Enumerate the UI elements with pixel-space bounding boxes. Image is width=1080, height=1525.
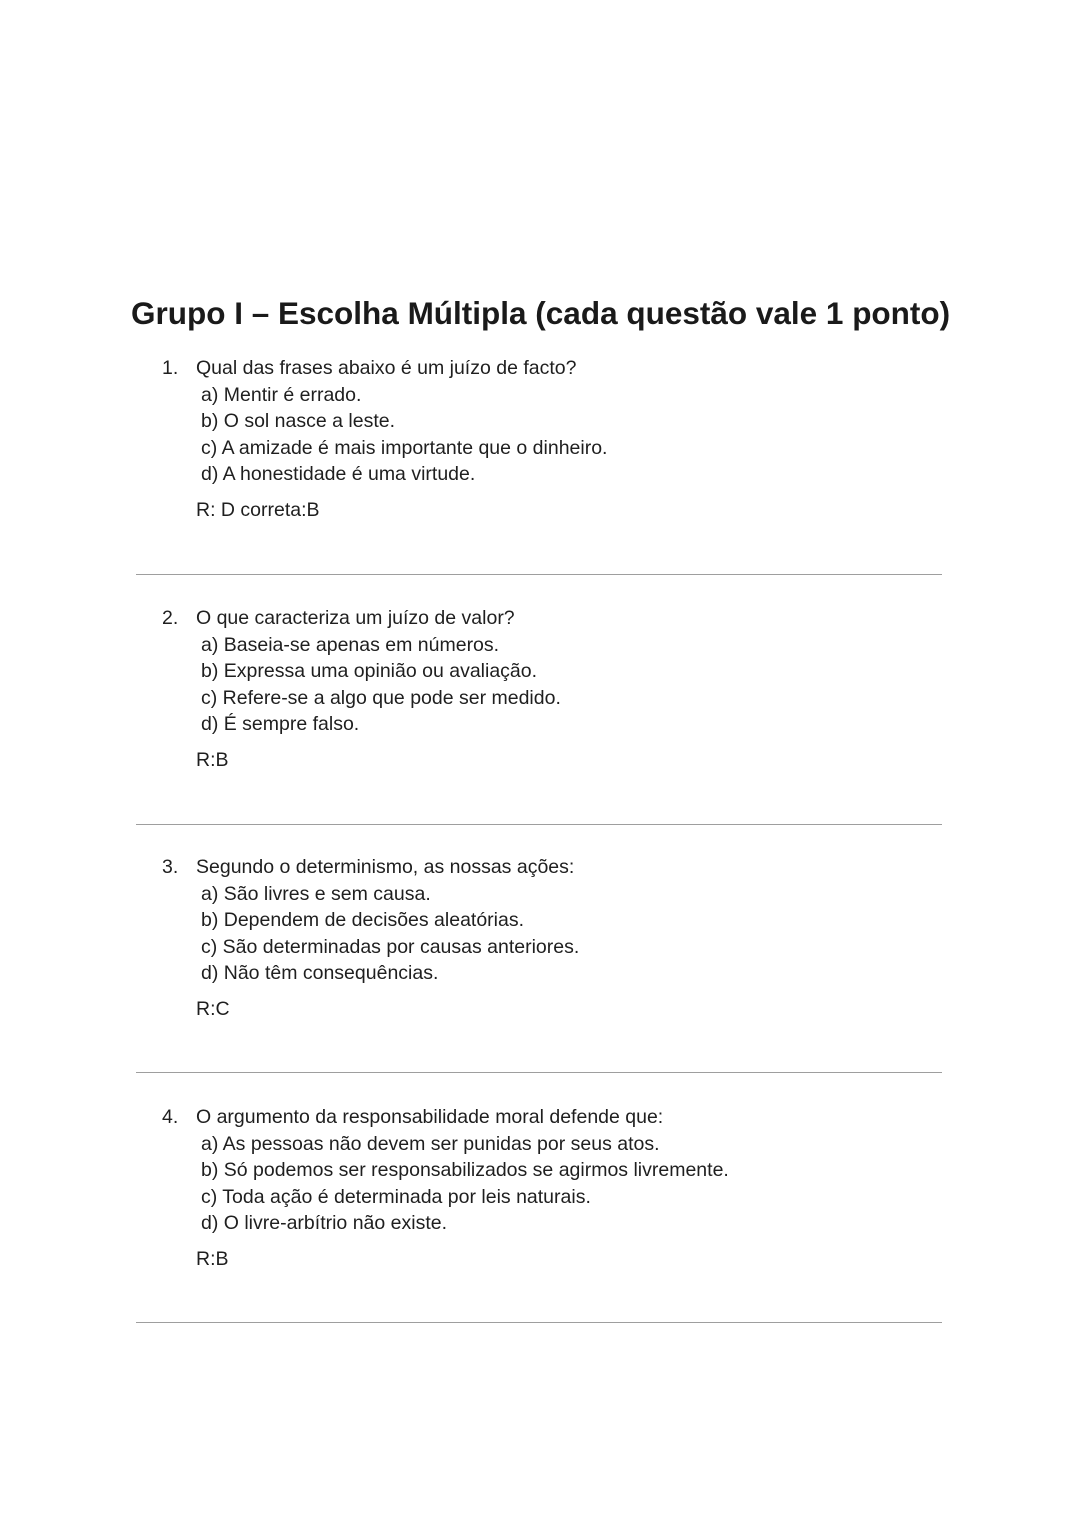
option-c: c) São determinadas por causas anteriores.	[201, 935, 580, 958]
option-b: b) Expressa uma opinião ou avaliação.	[201, 660, 538, 682]
option-c: c) Toda ação é determinada por leis naturais.	[201, 1185, 591, 1208]
option-c: c) A amizade é mais importante que o dinheiro.	[201, 436, 608, 459]
option-c: c) Refere-se a algo que pode ser medido.	[201, 686, 561, 709]
question-1	[0, 355, 1080, 535]
divider	[136, 1322, 942, 1323]
option-d: d) É sempre falso.	[201, 713, 360, 735]
option-b: b) O sol nasce a leste.	[201, 410, 396, 432]
divider	[136, 824, 942, 825]
question-4	[0, 1104, 1080, 1284]
option-d: d) A honestidade é uma virtude.	[201, 463, 476, 485]
question-number: 2.	[162, 607, 179, 629]
option-b: b) Só podemos ser responsabilizados se agirmos livremente.	[201, 1159, 729, 1181]
options-list	[201, 881, 579, 987]
answer-text: R:B	[196, 1248, 229, 1270]
options-list	[201, 1131, 729, 1237]
option-a: a) Mentir é errado.	[201, 383, 362, 406]
question-text: O que caracteriza um juízo de valor?	[196, 607, 515, 629]
page-title: Grupo I – Escolha Múltipla (cada questão vale 1 ponto)	[131, 295, 951, 331]
divider	[136, 574, 942, 575]
option-a: a) As pessoas não devem ser punidas por seus atos.	[201, 1132, 660, 1155]
question-text: Qual das frases abaixo é um juízo de facto?	[196, 357, 577, 379]
option-d: d) Não têm consequências.	[201, 962, 439, 984]
question-3	[0, 854, 1080, 1034]
option-d: d) O livre-arbítrio não existe.	[201, 1212, 448, 1234]
answer-text: R:C	[196, 998, 230, 1020]
divider	[136, 1072, 942, 1073]
question-number: 3.	[162, 856, 179, 878]
answer-text: R: D correta:B	[196, 499, 320, 521]
option-b: b) Dependem de decisões aleatórias.	[201, 909, 525, 931]
question-number: 4.	[162, 1106, 179, 1128]
option-a: a) São livres e sem causa.	[201, 882, 431, 905]
question-2	[0, 605, 1080, 785]
answer-text: R:B	[196, 749, 229, 771]
question-text: O argumento da responsabilidade moral defende que:	[196, 1106, 664, 1128]
options-list	[201, 632, 561, 738]
option-a: a) Baseia-se apenas em números.	[201, 633, 500, 656]
question-text: Segundo o determinismo, as nossas ações:	[196, 856, 575, 878]
question-number: 1.	[162, 357, 179, 379]
options-list	[201, 382, 607, 488]
